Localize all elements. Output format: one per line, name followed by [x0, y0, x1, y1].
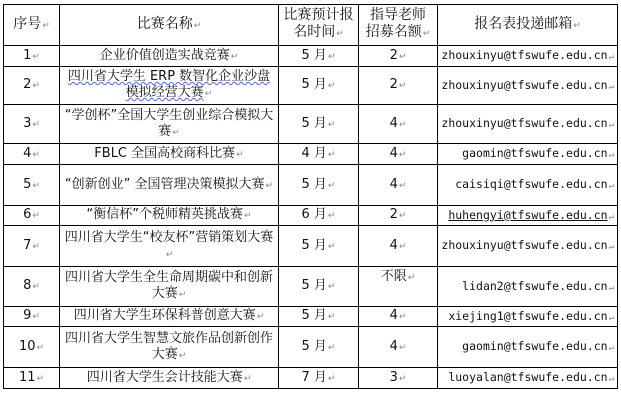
- registration-time: 5 月↵: [279, 105, 359, 144]
- submission-email: lidan2@tfswufe.edu.cn↵: [438, 267, 618, 307]
- table-row: [4, 144, 618, 165]
- mentor-quota: 2↵: [359, 67, 438, 105]
- mentor-quota: 2↵: [359, 46, 438, 67]
- table-row: [4, 327, 618, 368]
- registration-time: 5 月↵: [279, 67, 359, 105]
- row-number: 5↵: [4, 165, 60, 206]
- registration-time: 6 月↵: [279, 206, 359, 226]
- header-email: 报名表投递邮箱↵: [438, 5, 618, 46]
- submission-email: zhouxinyu@tfswufe.edu.cn↵: [438, 46, 618, 67]
- table-row: [4, 226, 618, 267]
- row-number: 1↵: [4, 46, 60, 67]
- header-mentor: 指导老师 招募名额↵: [359, 5, 438, 46]
- registration-time: 7 月↵: [279, 368, 359, 389]
- registration-time: 5 月↵: [279, 307, 359, 327]
- table-row: [4, 165, 618, 206]
- table-row: [4, 105, 618, 144]
- competition-name: 四川省大学生 ERP 数智化企业沙盘模拟经营大赛↵: [60, 67, 279, 105]
- mentor-quota: 2↵: [359, 206, 438, 226]
- table-row: [4, 46, 618, 67]
- mentor-quota: 4↵: [359, 307, 438, 327]
- competition-name: 企业价值创造实战竞赛↵: [60, 46, 279, 67]
- submission-email: xiejing1@tfswufe.edu.cn↵: [438, 307, 618, 327]
- row-number: 2↵: [4, 67, 60, 105]
- mentor-quota: 4↵: [359, 144, 438, 165]
- row-number: 10↵: [4, 327, 60, 368]
- row-number: 4↵: [4, 144, 60, 165]
- header-name: 比赛名称↵: [60, 5, 279, 46]
- row-number: 3↵: [4, 105, 60, 144]
- competition-name: “创新创业” 全国管理决策模拟大赛↵: [60, 165, 279, 206]
- mentor-quota: 3↵: [359, 368, 438, 389]
- table-row: [4, 307, 618, 327]
- table-row: [4, 67, 618, 105]
- row-number: 8↵: [4, 267, 60, 307]
- header-time: 比赛预计报 名时间↵: [279, 5, 359, 46]
- competition-name: 四川省大学生智慧文旅作品创新创作大赛↵: [60, 327, 279, 368]
- submission-email: gaomin@tfswufe.edu.cn↵: [438, 144, 618, 165]
- header-no: 序号↵: [4, 5, 60, 46]
- submission-email: zhouxinyu@tfswufe.edu.cn↵: [438, 105, 618, 144]
- row-number: 9↵: [4, 307, 60, 327]
- mentor-quota: 4↵: [359, 165, 438, 206]
- submission-email[interactable]: huhengyi@tfswufe.edu.cn↵: [438, 206, 618, 226]
- row-number: 6↵: [4, 206, 60, 226]
- competition-name: 四川省大学生全生命周期碳中和创新大赛↵: [60, 267, 279, 307]
- submission-email: caisiqi@tfswufe.edu.cn↵: [438, 165, 618, 206]
- table-row: [4, 368, 618, 389]
- row-number: 7↵: [4, 226, 60, 267]
- competition-name: FBLC 全国高校商科比赛↵: [60, 144, 279, 165]
- competition-name: 四川省大学生环保科普创意大赛↵: [60, 307, 279, 327]
- registration-time: 5 月↵: [279, 46, 359, 67]
- submission-email: luoyalan@tfswufe.edu.cn↵: [438, 368, 618, 389]
- mentor-quota: 4↵: [359, 226, 438, 267]
- competition-name: 四川省大学生“校友杯”营销策划大赛↵: [60, 226, 279, 267]
- submission-email: gaomin@tfswufe.edu.cn↵: [438, 327, 618, 368]
- competition-name: “学创杯”全国大学生创业综合模拟大赛↵: [60, 105, 279, 144]
- submission-email: zhouxinyu@tfswufe.edu.cn↵: [438, 226, 618, 267]
- registration-time: 5 月↵: [279, 226, 359, 267]
- mentor-quota: 4↵: [359, 327, 438, 368]
- registration-time: 5 月↵: [279, 267, 359, 307]
- table-row: [4, 267, 618, 307]
- table-row: [4, 206, 618, 226]
- submission-email: zhouxinyu@tfswufe.edu.cn↵: [438, 67, 618, 105]
- mentor-quota: 4↵: [359, 105, 438, 144]
- mentor-quota: 不限↵: [359, 267, 438, 307]
- competition-table: [3, 4, 618, 389]
- registration-time: 5 月↵: [279, 327, 359, 368]
- competition-name: “衡信杯”个税师精英挑战赛↵: [60, 206, 279, 226]
- header-row: [4, 5, 618, 46]
- registration-time: 5 月↵: [279, 165, 359, 206]
- registration-time: 4 月↵: [279, 144, 359, 165]
- row-number: 11↵: [4, 368, 60, 389]
- competition-name: 四川省大学生会计技能大赛↵: [60, 368, 279, 389]
